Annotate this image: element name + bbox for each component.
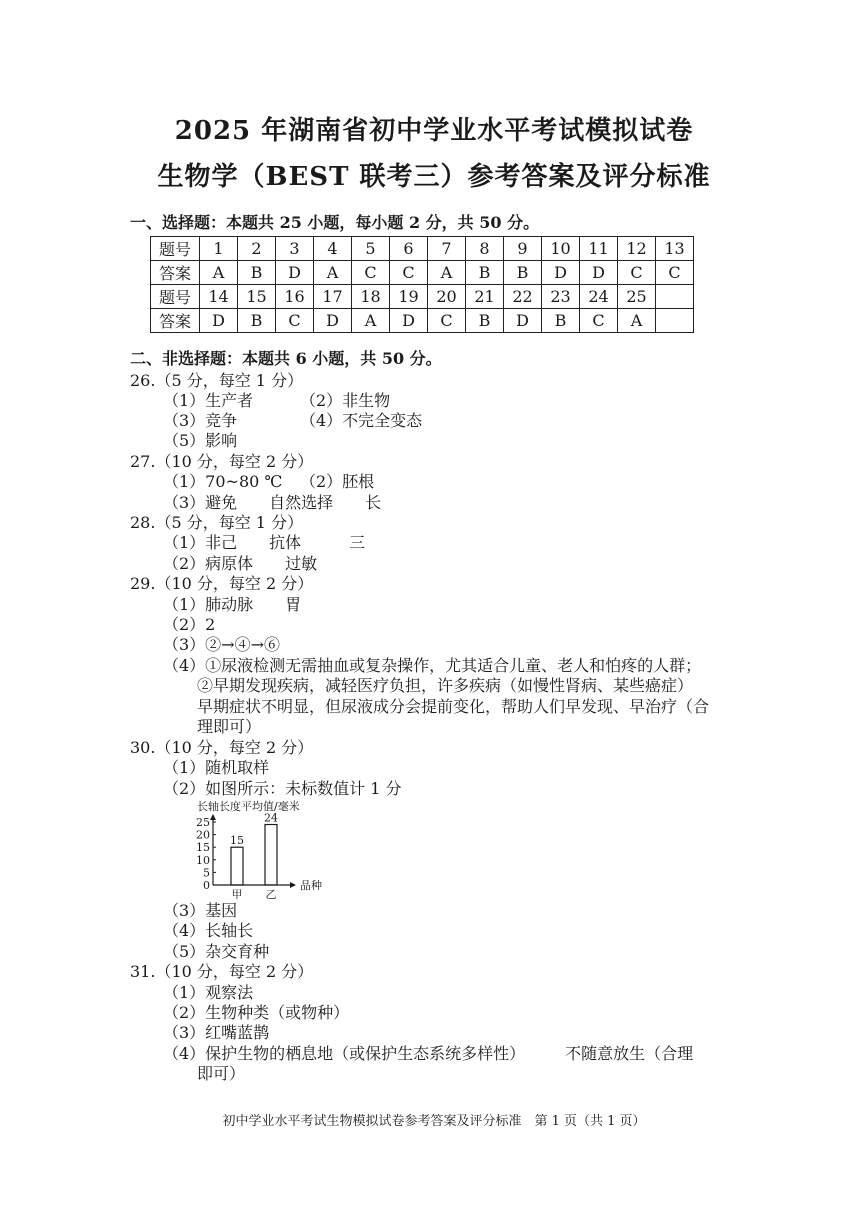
answer-table-cell: A xyxy=(352,309,390,333)
q31-heading: 31.（10 分，每空 2 分） xyxy=(130,962,314,981)
y-tick-label: 5 xyxy=(203,866,210,880)
q29-answer-2: （2）2 xyxy=(163,615,216,634)
answer-table-cell: 8 xyxy=(466,237,504,261)
answer-table-header-cell: 题号 xyxy=(151,237,200,261)
y-axis-arrow xyxy=(210,814,216,820)
q29-answer-4-line3: 早期症状不明显，但尿液成分会提前变化，帮助人们早发现、早治疗（合 xyxy=(197,697,710,716)
answer-table-cell: B xyxy=(504,261,542,285)
q30-answer-3: （3）基因 xyxy=(163,901,238,920)
answer-table-cell: B xyxy=(238,261,276,285)
answer-table-row xyxy=(151,285,694,309)
section2-heading: 二、非选择题：本题共 6 小题，共 50 分。 xyxy=(130,349,442,368)
answer-table-cell: D xyxy=(390,309,428,333)
answer-table-cell: B xyxy=(466,309,504,333)
q26-answer-3: （3）竞争 xyxy=(163,411,238,430)
y-tick-label: 10 xyxy=(196,853,210,867)
y-tick-label: 20 xyxy=(196,828,210,842)
page-footer: 初中学业水平考试生物模拟试卷参考答案及评分标准 第 1 页（共 1 页） xyxy=(222,1114,646,1129)
q30-answer-4: （4）长轴长 xyxy=(163,921,254,940)
q27-answer-1: （1）70~80 ℃ xyxy=(163,472,283,491)
answer-table-cell: 12 xyxy=(618,237,656,261)
q26-answer-4: （4）不完全变态 xyxy=(300,411,423,430)
answer-table-cell: D xyxy=(276,261,314,285)
answer-table-cell: D xyxy=(542,261,580,285)
bar-chart xyxy=(195,800,345,905)
answer-table-cell: B xyxy=(238,309,276,333)
bar-乙 xyxy=(265,825,277,885)
q31-answer-1: （1）观察法 xyxy=(163,983,254,1002)
answer-table-cell: 7 xyxy=(428,237,466,261)
y-tick-label: 25 xyxy=(196,816,210,829)
q31-answer-4-line2: 即可） xyxy=(197,1064,246,1083)
answer-table-cell: 9 xyxy=(504,237,542,261)
answer-table-cell: C xyxy=(618,261,656,285)
answer-table-header-cell: 答案 xyxy=(151,261,200,285)
q29-answer-4: （4）①尿液检测无需抽血或复杂操作，尤其适合儿童、老人和怕疼的人群； xyxy=(163,656,702,675)
answer-table-cell: 24 xyxy=(580,285,618,309)
answer-table-cell: C xyxy=(580,309,618,333)
q30-answer-2: （2）如图所示：未标数值计 1 分 xyxy=(163,779,402,798)
answer-table-header-cell: 题号 xyxy=(151,285,200,309)
q29-answer-1: （1）肺动脉 胃 xyxy=(163,595,302,614)
page-title: 2025 年湖南省初中学业水平考试模拟试卷 xyxy=(174,116,694,146)
q27-answer-2: （2）胚根 xyxy=(300,472,375,491)
q28-answer-1: （1）非己 抗体 三 xyxy=(163,533,366,552)
q30-answer-5: （5）杂交育种 xyxy=(163,942,270,961)
answer-table-cell: 16 xyxy=(276,285,314,309)
answer-table-cell: 1 xyxy=(200,237,238,261)
q26-answer-2: （2）非生物 xyxy=(300,391,391,410)
q29-answer-4-line2: ②早期发现疾病，减轻医疗负担，许多疾病（如慢性肾病、某些癌症） xyxy=(197,676,694,695)
answer-table-cell: B xyxy=(466,261,504,285)
answer-table-cell: 3 xyxy=(276,237,314,261)
y-tick-label: 15 xyxy=(196,841,210,855)
answer-table-cell: A xyxy=(200,261,238,285)
y-axis-label: 长轴长度平均值/毫米 xyxy=(197,800,300,813)
answer-table-cell: 20 xyxy=(428,285,466,309)
q31-answer-3: （3）红嘴蓝鹊 xyxy=(163,1023,270,1042)
q30-answer-1: （1）随机取样 xyxy=(163,758,270,777)
q27-answer-3: （3）避免 自然选择 长 xyxy=(163,493,382,512)
answer-table-cell: C xyxy=(390,261,428,285)
answer-table-cell: 17 xyxy=(314,285,352,309)
page-subtitle: 生物学（BEST 联考三）参考答案及评分标准 xyxy=(157,162,711,192)
answer-table-cell: 13 xyxy=(656,237,694,261)
category-label: 乙 xyxy=(265,888,277,901)
answer-table-cell: 11 xyxy=(580,237,618,261)
answer-table-cell: C xyxy=(656,261,694,285)
q26-answer-1: （1）生产者 xyxy=(163,391,254,410)
answer-table-cell: C xyxy=(352,261,390,285)
answer-table-cell xyxy=(656,285,694,309)
answer-table-cell: 22 xyxy=(504,285,542,309)
q28-answer-2: （2）病原体 过敏 xyxy=(163,554,318,573)
answer-table-cell: D xyxy=(200,309,238,333)
answer-table-cell: D xyxy=(314,309,352,333)
x-axis-arrow xyxy=(290,882,296,888)
answer-table-cell: A xyxy=(314,261,352,285)
answer-table-cell: B xyxy=(542,309,580,333)
answer-table-cell: D xyxy=(504,309,542,333)
section1-heading: 一、选择题：本题共 25 小题，每小题 2 分，共 50 分。 xyxy=(130,213,540,232)
q30-heading: 30.（10 分，每空 2 分） xyxy=(130,738,314,757)
answer-table-cell: 2 xyxy=(238,237,276,261)
answer-table-cell: 15 xyxy=(238,285,276,309)
answer-table-cell: 10 xyxy=(542,237,580,261)
answer-table-row xyxy=(151,261,694,285)
q31-answer-2: （2）生物种类（或物种） xyxy=(163,1003,350,1022)
answer-table-cell xyxy=(656,309,694,333)
answer-table-row xyxy=(151,309,694,333)
answer-table-cell: 14 xyxy=(200,285,238,309)
answer-table-cell: 18 xyxy=(352,285,390,309)
answer-table-cell: 5 xyxy=(352,237,390,261)
q29-answer-3: （3）②→④→⑥ xyxy=(163,635,280,654)
q29-heading: 29.（10 分，每空 2 分） xyxy=(130,574,314,593)
q26-answer-5: （5）影响 xyxy=(163,431,238,450)
q26-heading: 26.（5 分，每空 1 分） xyxy=(130,371,304,390)
q28-heading: 28.（5 分，每空 1 分） xyxy=(130,513,304,532)
answer-table-cell: 4 xyxy=(314,237,352,261)
answer-table-row xyxy=(151,237,694,261)
answer-table-cell: 19 xyxy=(390,285,428,309)
answer-table-cell: 21 xyxy=(466,285,504,309)
q29-answer-4-line4: 理即可） xyxy=(197,717,262,736)
bar-value-label: 15 xyxy=(230,834,244,848)
answer-table xyxy=(150,236,694,333)
y-tick-label: 0 xyxy=(203,879,210,892)
answer-table-cell: A xyxy=(618,309,656,333)
bar-value-label: 24 xyxy=(264,811,278,825)
x-axis-label: 品种 xyxy=(300,879,322,892)
answer-table-header-cell: 答案 xyxy=(151,309,200,333)
answer-table-cell: C xyxy=(276,309,314,333)
answer-table-cell: 23 xyxy=(542,285,580,309)
bar-甲 xyxy=(231,847,243,885)
answer-table-cell: C xyxy=(428,309,466,333)
answer-table-cell: D xyxy=(580,261,618,285)
q27-heading: 27.（10 分，每空 2 分） xyxy=(130,452,314,471)
answer-table-cell: 6 xyxy=(390,237,428,261)
category-label: 甲 xyxy=(231,888,243,901)
answer-table-cell: A xyxy=(428,261,466,285)
answer-table-cell: 25 xyxy=(618,285,656,309)
q31-answer-4: （4）保护生物的栖息地（或保护生态系统多样性） 不随意放生（合理 xyxy=(163,1044,694,1063)
